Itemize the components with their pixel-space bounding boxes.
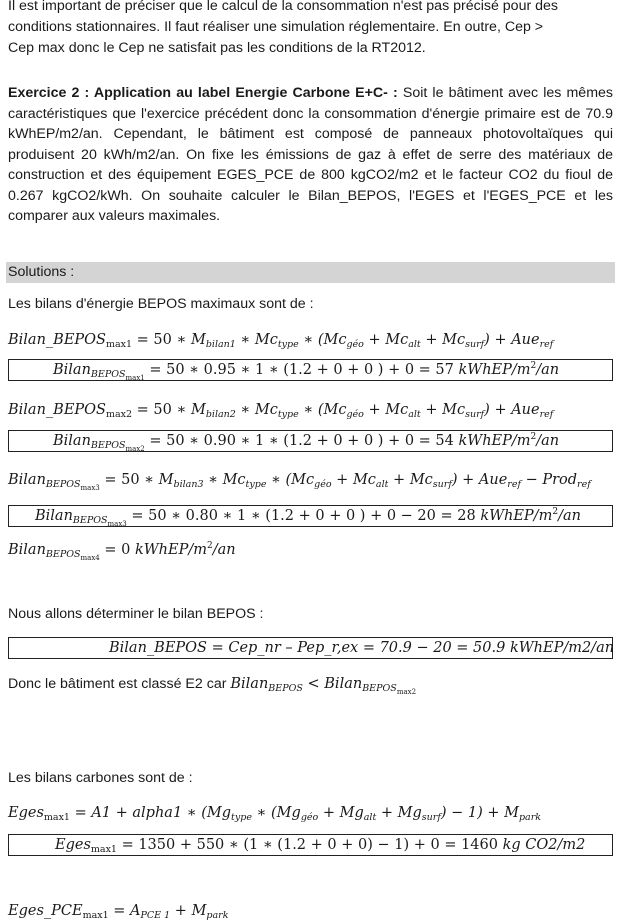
formula-bepos-max2: $Bilan\_BEPOS_{max2} = 50$ ∗ $M_{bilan2}$ ∗ $Mc_{type}$ ∗ $(Mc_{géo} + Mc_{alt} + Mc_{surf}) + Aue_{ref}$ bbox=[8, 402, 554, 420]
exercise-2-title: Exercice 2 : Application au label Energie Carbone E+C- : bbox=[8, 85, 398, 101]
result-bepos-max2: Bilan$_{BEPOS_{max2}}$ = 50 ∗ 0.90 ∗ 1 ∗ (1.2 + 0 + 0 ) + 0 = 54 kWhEP/$m^2/an$ bbox=[8, 430, 613, 452]
solutions-header: Solutions : bbox=[6, 262, 615, 283]
bilan-bepos-formula: Bilan_BEPOS = Cep_nr – Pep_r,ex = 70.9 − 20 = 50.9 kWhEP/m2/an bbox=[8, 637, 613, 659]
formula-bepos-max3: Bilan$_{BEPOS_{max3}}$ = 50 ∗ $M_{bilan3}$ ∗ $Mc_{type}$ ∗ $(Mc_{géo} + Mc_{alt} + Mc_{surf}) + Aue_{ref}$ − Prod$_{ref}$ bbox=[8, 472, 591, 492]
intro-line-3: Cep max donc le Cep ne satisfait pas les conditions de la RT2012. bbox=[8, 40, 426, 56]
carbon-intro: Les bilans carbones sont de : bbox=[8, 770, 193, 786]
result-bepos-max4: Bilan$_{BEPOS_{max4}}$ = 0 kWhEP/$m^2/an$ bbox=[8, 541, 236, 562]
formula-eges-max1: Eges$_{max1}$ = A1 + alpha1 ∗ ($Mg_{type}$ ∗ $(Mg_{géo} + Mg_{alt} + Mg_{surf}) - 1) + M_{park}$ bbox=[8, 805, 542, 823]
formula-eges-pce-max1: $Eges\_PCE_{max1} = A_{PCE 1} + M_{park}$ bbox=[8, 903, 229, 921]
formula-bepos-max1: $Bilan\_BEPOS_{max1} = 50$ ∗ $M_{bilan1}$ ∗ $Mc_{type}$ ∗ $(Mc_{géo} + Mc_{alt} + Mc_{surf}) + Aue_{ref}$ bbox=[8, 332, 554, 350]
exercise-2-body: Soit le bâtiment avec les mêmes caractéristiques que l'exercice précédent donc la consommation d'énergie primaire est de 70.9 kWhEP/m2/an. Cependant, le bâtiment est composé de panneaux photovoltaïques qui produisent 20 kWh/m2/an. On fixe les émissions de gaz à effet de serre des matériaux de construction et des équipement EGES_PCE de 800 kgCO2/m2 et le facteur CO2 du fioul de 0.267 kgCO2/kWh. On souhaite calculer le Bilan_BEPOS, l'EGES et l'EGES_PCE et les comparer aux valeurs maximales. bbox=[8, 85, 613, 224]
bilan-intro: Nous allons déterminer le bilan BEPOS : bbox=[8, 606, 264, 622]
result-bepos-max1: Bilan$_{BEPOS_{max1}}$ = 50 ∗ 0.95 ∗ 1 ∗ (1.2 + 0 + 0 ) + 0 = 57 kWhEP/$m^2/an$ bbox=[8, 359, 613, 381]
intro-line-1: Il est important de préciser que le calcul de la consommation n'est pas précisé pour des bbox=[8, 0, 559, 14]
exercise-2-paragraph bbox=[8, 83, 613, 227]
conclusion-line: Donc le bâtiment est classé E2 car Bilan$_{BEPOS}$ < Bilan$_{BEPOS_{max2}}$ bbox=[8, 676, 417, 696]
result-bepos-max3: Bilan$_{BEPOS_{max3}}$ = 50 ∗ 0.80 ∗ 1 ∗ (1.2 + 0 + 0 ) + 0 − 20 = 28 kWhEP/$m^2/an$ bbox=[8, 505, 613, 527]
intro-line-2: conditions stationnaires. Il faut réaliser une simulation réglementaire. En outre, Cep > bbox=[8, 19, 544, 35]
bepos-intro: Les bilans d'énergie BEPOS maximaux sont de : bbox=[8, 296, 314, 312]
result-eges-max1: Eges$_{max1}$ = 1350 + 550 ∗ (1 ∗ (1.2 + 0 + 0) − 1) + 0 = 1460 kg CO2/m2 bbox=[8, 834, 613, 856]
